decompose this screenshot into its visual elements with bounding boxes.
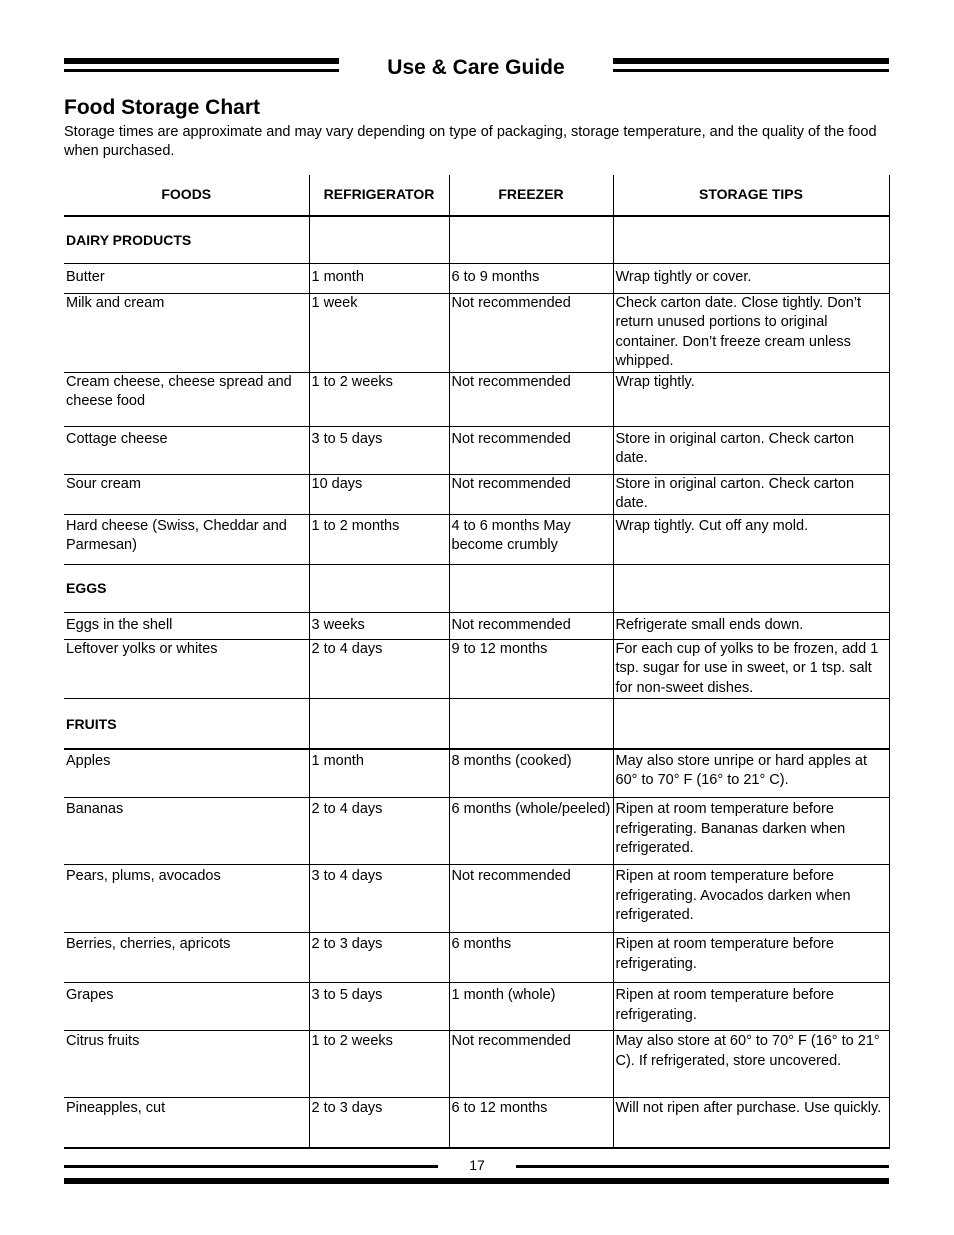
tips-cell: Store in original carton. Check carton date. bbox=[613, 426, 889, 474]
tips-cell: Refrigerate small ends down. bbox=[613, 612, 889, 639]
freezer-cell: Not recommended bbox=[449, 865, 613, 933]
food-cell: Eggs in the shell bbox=[64, 612, 309, 639]
table-row bbox=[64, 749, 889, 798]
food-cell: Cream cheese, cheese spread and cheese food bbox=[64, 372, 309, 426]
page-number: 17 bbox=[469, 1157, 485, 1173]
refrigerator-cell: 1 week bbox=[309, 293, 449, 372]
refrigerator-cell: 2 to 3 days bbox=[309, 1098, 449, 1148]
freezer-cell: 6 months (whole/peeled) bbox=[449, 798, 613, 865]
empty-cell bbox=[309, 216, 449, 263]
food-cell: Bananas bbox=[64, 798, 309, 865]
table-row bbox=[64, 474, 889, 514]
freezer-cell: Not recommended bbox=[449, 372, 613, 426]
food-cell: Sour cream bbox=[64, 474, 309, 514]
section-label: FRUITS bbox=[64, 699, 309, 749]
refrigerator-cell: 1 to 2 weeks bbox=[309, 1031, 449, 1098]
freezer-cell: 9 to 12 months bbox=[449, 639, 613, 699]
column-header-refrigerator: REFRIGERATOR bbox=[309, 175, 449, 216]
refrigerator-cell: 3 to 5 days bbox=[309, 426, 449, 474]
table-row bbox=[64, 514, 889, 564]
footer-rule-left bbox=[64, 1165, 438, 1168]
table-row bbox=[64, 983, 889, 1031]
tips-cell: Check carton date. Close tightly. Don’t return unused portions to original container. Don’t freeze cream unless whipped. bbox=[613, 293, 889, 372]
tips-cell: Will not ripen after purchase. Use quickly. bbox=[613, 1098, 889, 1148]
freezer-cell: Not recommended bbox=[449, 293, 613, 372]
freezer-cell: Not recommended bbox=[449, 1031, 613, 1098]
table-row bbox=[64, 426, 889, 474]
empty-cell bbox=[449, 699, 613, 749]
food-cell: Butter bbox=[64, 263, 309, 293]
tips-cell: Wrap tightly. bbox=[613, 372, 889, 426]
freezer-cell: 4 to 6 months May become crumbly bbox=[449, 514, 613, 564]
food-cell: Pears, plums, avocados bbox=[64, 865, 309, 933]
freezer-cell: 1 month (whole) bbox=[449, 983, 613, 1031]
tips-cell: May also store at 60° to 70° F (16° to 21° C). If refrigerated, store uncovered. bbox=[613, 1031, 889, 1098]
food-cell: Grapes bbox=[64, 983, 309, 1031]
refrigerator-cell: 2 to 4 days bbox=[309, 798, 449, 865]
table-row bbox=[64, 798, 889, 865]
tips-cell: May also store unripe or hard apples at 60° to 70° F (16° to 21° C). bbox=[613, 749, 889, 798]
table-row bbox=[64, 612, 889, 639]
freezer-cell: Not recommended bbox=[449, 426, 613, 474]
refrigerator-cell: 3 weeks bbox=[309, 612, 449, 639]
column-header-freezer: FREEZER bbox=[449, 175, 613, 216]
freezer-cell: Not recommended bbox=[449, 474, 613, 514]
refrigerator-cell: 2 to 3 days bbox=[309, 933, 449, 983]
food-cell: Berries, cherries, apricots bbox=[64, 933, 309, 983]
table-row bbox=[64, 263, 889, 293]
column-header-foods: FOODS bbox=[64, 175, 309, 216]
table-row bbox=[64, 639, 889, 699]
tips-cell: Ripen at room temperature before refrigerating. bbox=[613, 983, 889, 1031]
footer-rule-right bbox=[516, 1165, 889, 1168]
food-cell: Hard cheese (Swiss, Cheddar and Parmesan) bbox=[64, 514, 309, 564]
tips-cell: Wrap tightly. Cut off any mold. bbox=[613, 514, 889, 564]
section-label: EGGS bbox=[64, 564, 309, 612]
column-header-storage-tips: STORAGE TIPS bbox=[613, 175, 889, 216]
refrigerator-cell: 1 to 2 weeks bbox=[309, 372, 449, 426]
tips-cell: Ripen at room temperature before refrigerating. Bananas darken when refrigerated. bbox=[613, 798, 889, 865]
empty-cell bbox=[613, 699, 889, 749]
freezer-cell: Not recommended bbox=[449, 612, 613, 639]
food-cell: Citrus fruits bbox=[64, 1031, 309, 1098]
table-header-row bbox=[64, 175, 889, 216]
food-cell: Milk and cream bbox=[64, 293, 309, 372]
header-rule-right-thick bbox=[613, 58, 889, 64]
table-row bbox=[64, 933, 889, 983]
empty-cell bbox=[449, 564, 613, 612]
section-row-dairy bbox=[64, 216, 889, 263]
freezer-cell: 6 months bbox=[449, 933, 613, 983]
table-row bbox=[64, 1098, 889, 1148]
section-row-eggs bbox=[64, 564, 889, 612]
table-row bbox=[64, 865, 889, 933]
header-rule-right-thin bbox=[613, 69, 889, 72]
section-label: DAIRY PRODUCTS bbox=[64, 216, 309, 263]
empty-cell bbox=[613, 216, 889, 263]
food-cell: Apples bbox=[64, 749, 309, 798]
tips-cell: Store in original carton. Check carton date. bbox=[613, 474, 889, 514]
food-cell: Cottage cheese bbox=[64, 426, 309, 474]
refrigerator-cell: 3 to 5 days bbox=[309, 983, 449, 1031]
header-rule-left-thick bbox=[64, 58, 339, 64]
header-rule-left-thin bbox=[64, 69, 339, 72]
refrigerator-cell: 3 to 4 days bbox=[309, 865, 449, 933]
empty-cell bbox=[309, 699, 449, 749]
freezer-cell: 6 to 12 months bbox=[449, 1098, 613, 1148]
refrigerator-cell: 10 days bbox=[309, 474, 449, 514]
refrigerator-cell: 1 month bbox=[309, 263, 449, 293]
tips-cell: Wrap tightly or cover. bbox=[613, 263, 889, 293]
refrigerator-cell: 2 to 4 days bbox=[309, 639, 449, 699]
section-row-fruits bbox=[64, 699, 889, 749]
empty-cell bbox=[309, 564, 449, 612]
freezer-cell: 8 months (cooked) bbox=[449, 749, 613, 798]
tips-cell: For each cup of yolks to be frozen, add 1 tsp. sugar for use in sweet, or 1 tsp. salt for non-sweet dishes. bbox=[613, 639, 889, 699]
freezer-cell: 6 to 9 months bbox=[449, 263, 613, 293]
refrigerator-cell: 1 month bbox=[309, 749, 449, 798]
empty-cell bbox=[449, 216, 613, 263]
refrigerator-cell: 1 to 2 months bbox=[309, 514, 449, 564]
food-cell: Leftover yolks or whites bbox=[64, 639, 309, 699]
footer-rule-full bbox=[64, 1178, 889, 1184]
header-title: Use & Care Guide bbox=[387, 56, 565, 79]
tips-cell: Ripen at room temperature before refrigerating. Avocados darken when refrigerated. bbox=[613, 865, 889, 933]
table-row bbox=[64, 293, 889, 372]
intro-text: Storage times are approximate and may vary depending on type of packaging, storage temperature, and the quality of the food when purchased. bbox=[64, 124, 877, 159]
table-row bbox=[64, 1031, 889, 1098]
empty-cell bbox=[613, 564, 889, 612]
tips-cell: Ripen at room temperature before refrigerating. bbox=[613, 933, 889, 983]
food-cell: Pineapples, cut bbox=[64, 1098, 309, 1148]
page-title: Food Storage Chart bbox=[64, 96, 261, 119]
table-row bbox=[64, 372, 889, 426]
food-storage-table bbox=[64, 175, 890, 1149]
